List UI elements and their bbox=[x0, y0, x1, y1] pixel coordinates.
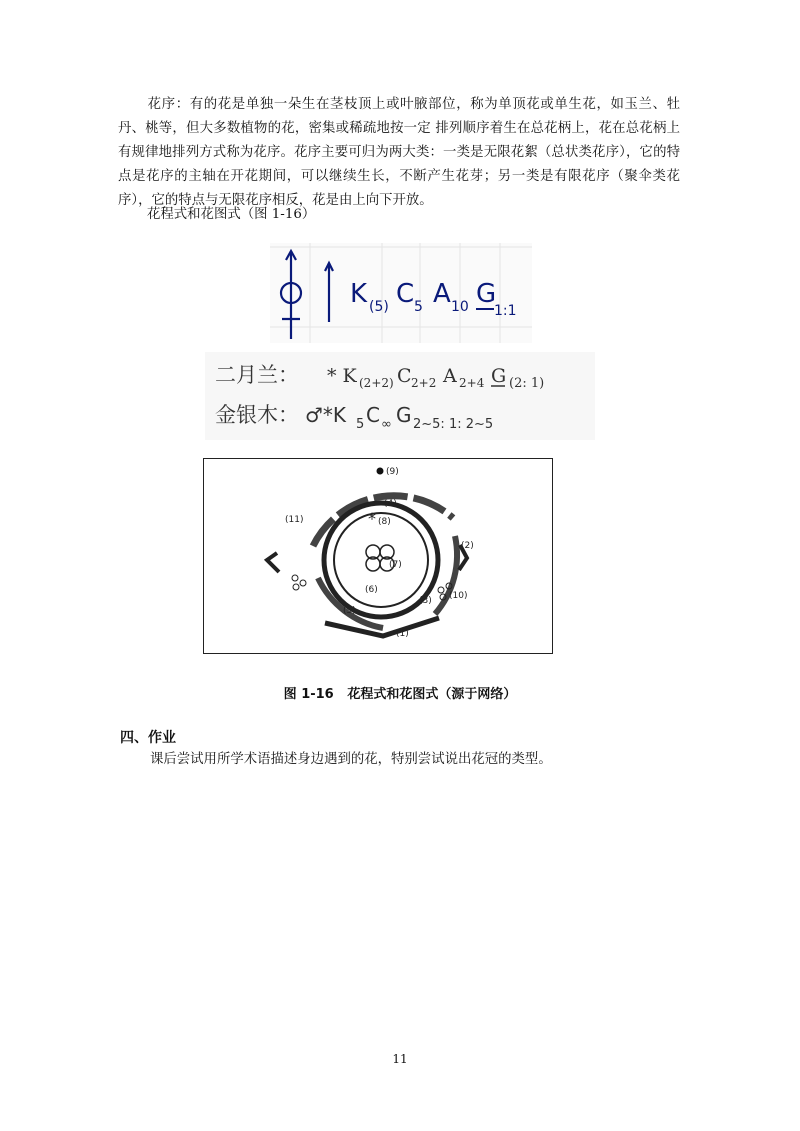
example-1-part-k: * K bbox=[327, 365, 357, 387]
label-9: (9) bbox=[386, 467, 399, 477]
label-10: (10) bbox=[449, 591, 468, 601]
label-2: (2) bbox=[461, 541, 474, 551]
asterisk-icon: * bbox=[368, 509, 376, 528]
label-6: (6) bbox=[365, 585, 378, 595]
label-4: (4) bbox=[384, 499, 397, 509]
floral-formula-examples-figure bbox=[205, 352, 595, 440]
corolla-symbol: C bbox=[396, 279, 415, 309]
caption-text: 花程式和花图式（源于网络） bbox=[347, 687, 517, 702]
figure-caption bbox=[0, 683, 800, 702]
corolla-count: 5 bbox=[414, 299, 423, 315]
axis-dot-icon bbox=[377, 468, 384, 475]
example-1-part-c: C bbox=[397, 365, 412, 387]
calyx-symbol: K bbox=[350, 279, 368, 309]
example-2-part-g: G bbox=[396, 403, 412, 427]
label-8: (8) bbox=[378, 517, 391, 527]
inflorescence-paragraph bbox=[118, 93, 680, 213]
section-heading: 四、作业 bbox=[120, 730, 176, 746]
label-5: (5) bbox=[343, 606, 356, 616]
example-1-label: 二月兰： bbox=[215, 363, 299, 387]
example-1-part-a-sub: 2+4 bbox=[459, 376, 485, 390]
formula-intro-line: 花程式和花图式（图 1-16） bbox=[147, 207, 316, 222]
caption-number: 图 1-16 bbox=[283, 687, 334, 702]
gynoecium-count: 1:1 bbox=[494, 303, 517, 319]
example-2-part-k: ♂*K bbox=[305, 403, 347, 427]
example-2-part-g-sub: 2~5: 1: 2~5 bbox=[413, 417, 494, 432]
floral-formula-symbols-figure bbox=[270, 243, 532, 343]
example-1-part-k-sub: (2+2) bbox=[359, 376, 394, 390]
example-2-part-c-sub: ∞ bbox=[381, 417, 392, 432]
page-number: 11 bbox=[392, 1052, 408, 1066]
gynoecium-symbol: G bbox=[476, 279, 497, 309]
androecium-symbol: A bbox=[433, 279, 451, 309]
example-2-part-c: C bbox=[366, 403, 380, 427]
homework-text: 课后尝试用所学术语描述身边遇到的花，特别尝试说出花冠的类型。 bbox=[150, 752, 552, 767]
example-2-part-k-sub: 5 bbox=[356, 417, 365, 432]
calyx-count: (5) bbox=[369, 299, 389, 315]
example-1-part-c-sub: 2+2 bbox=[411, 376, 437, 390]
androecium-count: 10 bbox=[451, 299, 469, 315]
label-3: (3) bbox=[419, 596, 432, 606]
label-11: (11) bbox=[285, 515, 304, 525]
example-1-part-g: G bbox=[491, 365, 507, 387]
example-1-part-g-sub: (2: 1) bbox=[509, 376, 545, 391]
label-7: (7) bbox=[389, 560, 402, 570]
example-2-label: 金银木： bbox=[215, 403, 299, 427]
example-1-part-a: A bbox=[443, 365, 457, 387]
label-1: (1) bbox=[396, 629, 409, 639]
floral-diagram-figure bbox=[203, 458, 553, 654]
inflorescence-text: 花序：有的花是单独一朵生在茎枝顶上或叶腋部位，称为单顶花或单生花，如玉兰、牡丹、桃等，但大多数植物的花，密集或稀疏地按一定 排列顺序着生在总花柄上，花在总花柄上有规律地排列方式称为花序。花序主要可归为两大类：一类是无限花絮（总状类花序），它的特点是花序的主轴在开花期间，可以继续生长，不断产生花芽；另一类是有限花序（聚伞类花序），它的特点与无限花序相反，花是由上向下开放。 bbox=[118, 97, 680, 208]
